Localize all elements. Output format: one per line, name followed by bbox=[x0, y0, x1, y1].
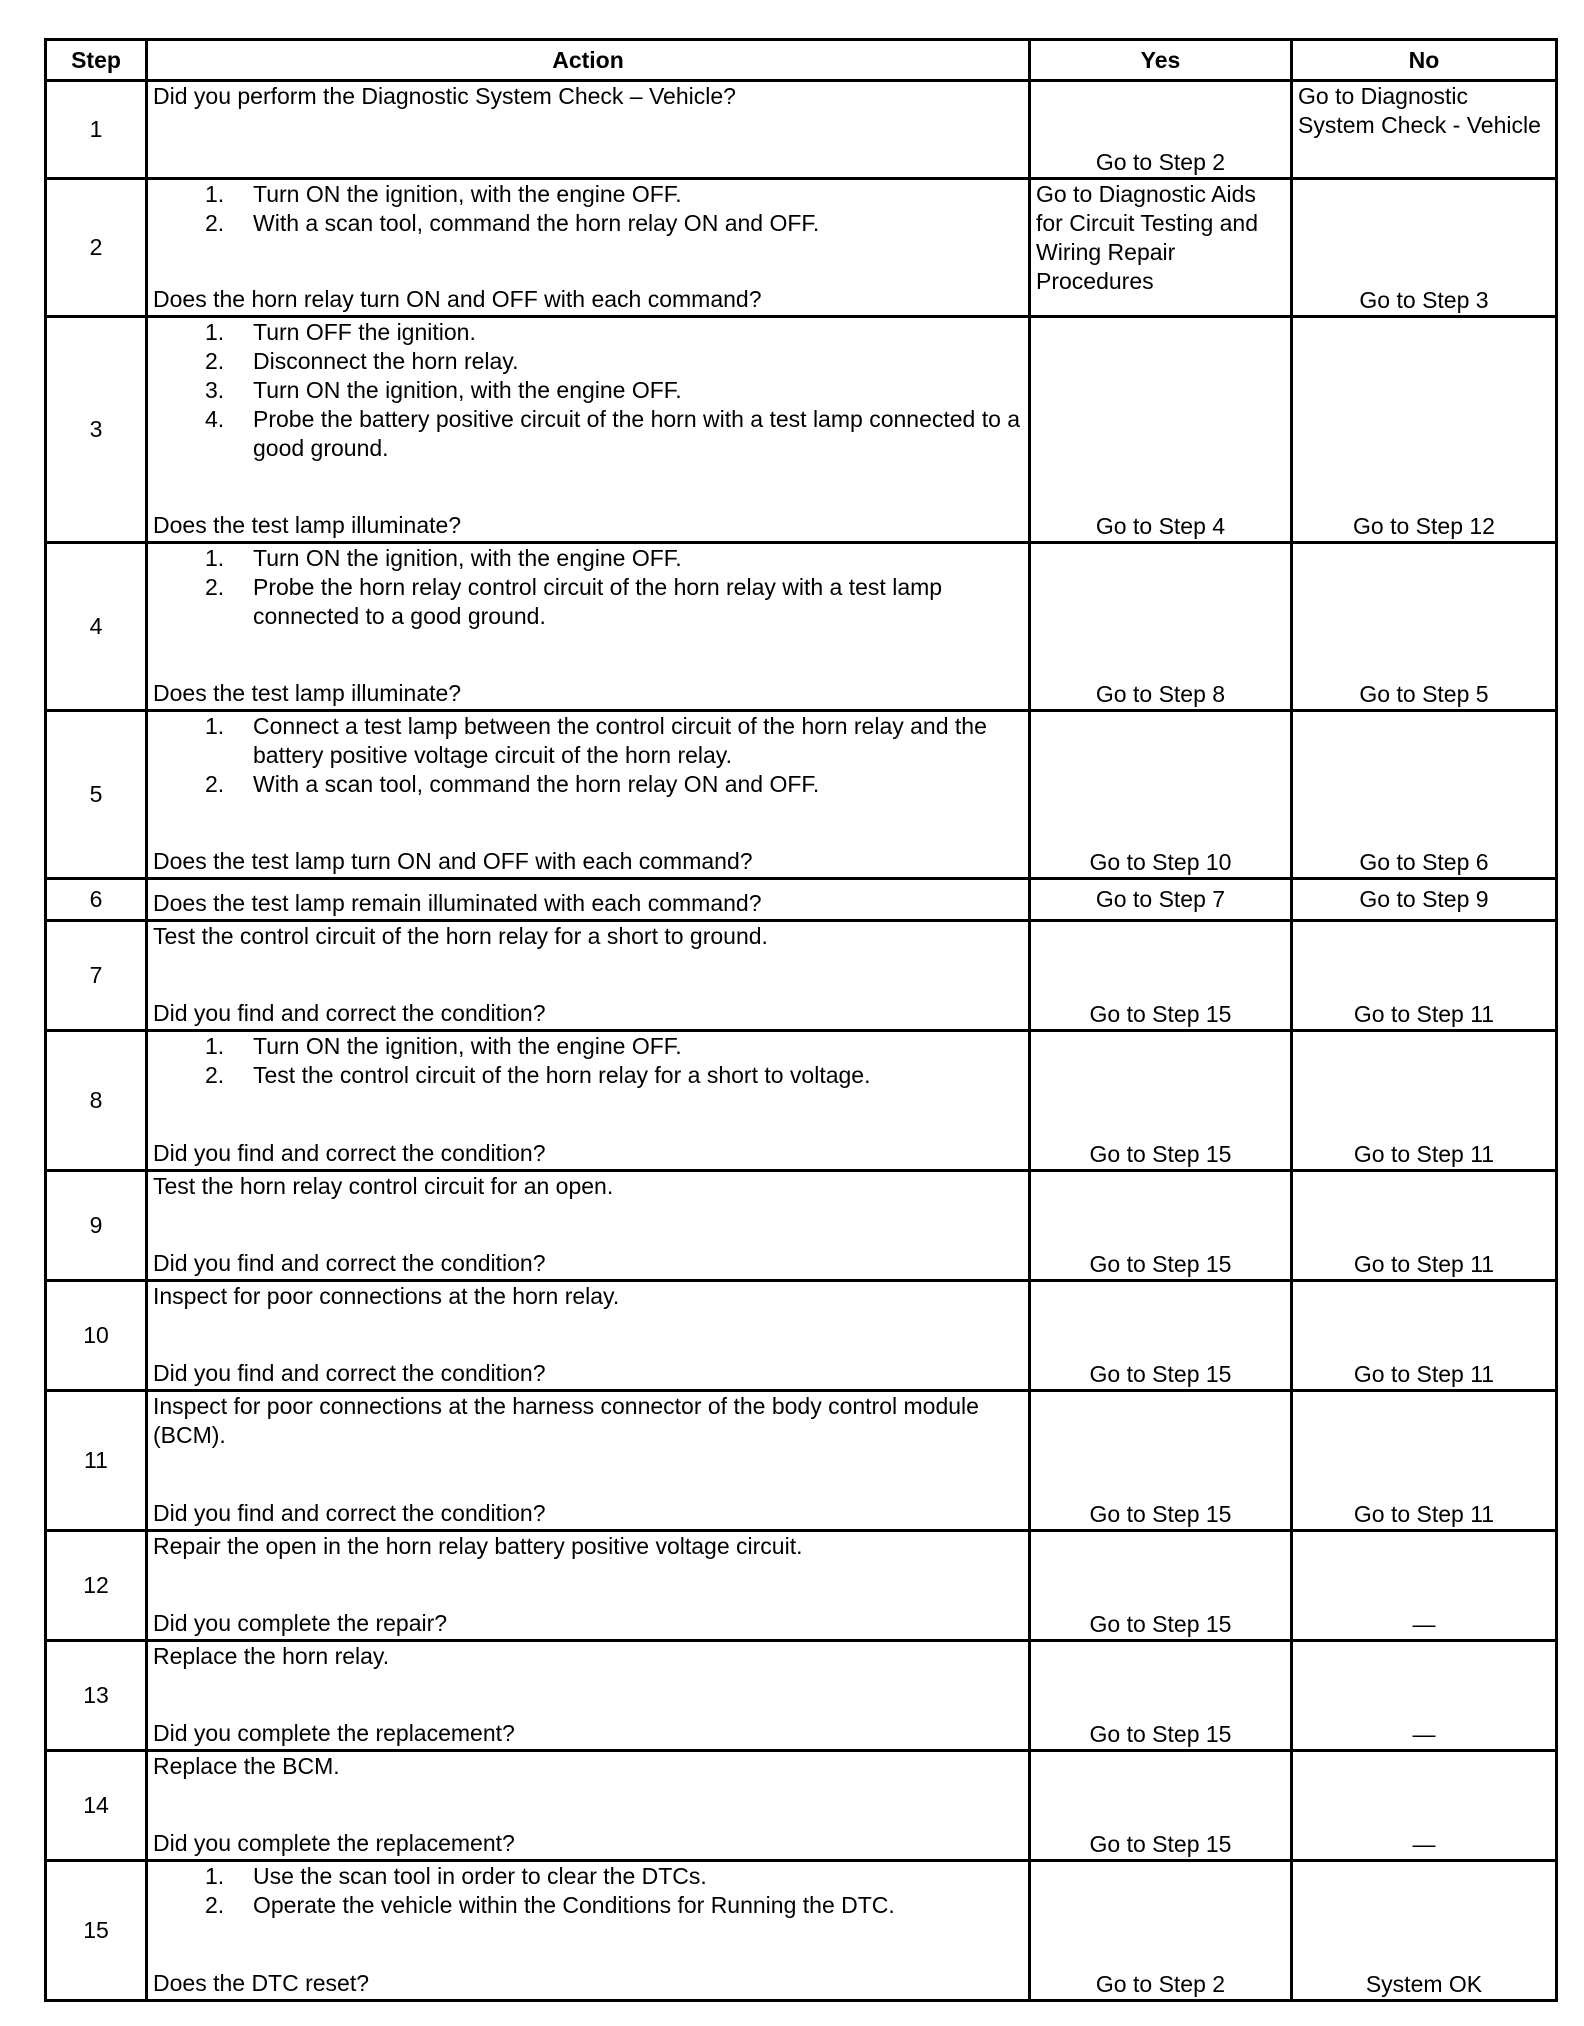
blank-line bbox=[153, 799, 1023, 828]
action-cell bbox=[147, 1031, 1030, 1171]
yes-result: Go to Diagnostic Aids for Circuit Testing and Wiring Repair Procedures bbox=[1030, 179, 1292, 317]
action-question: Did you find and correct the condition? bbox=[153, 1250, 546, 1276]
action-content bbox=[153, 1392, 1023, 1528]
substep-text: With a scan tool, command the horn relay ON and OFF. bbox=[253, 771, 820, 797]
no-result: Go to Step 11 bbox=[1292, 1391, 1557, 1531]
step-number: 14 bbox=[46, 1751, 147, 1861]
substep-number: 1. bbox=[205, 181, 225, 207]
substep-text: Test the control circuit of the horn relay for a short to voltage. bbox=[253, 1062, 871, 1088]
table-row bbox=[46, 1281, 1557, 1391]
substep-number: 1. bbox=[205, 319, 225, 345]
blank-line bbox=[153, 1311, 1023, 1340]
step-number: 7 bbox=[46, 921, 147, 1031]
step-number: 5 bbox=[46, 711, 147, 879]
no-result: Go to Step 6 bbox=[1292, 711, 1557, 879]
table-row bbox=[46, 1641, 1557, 1751]
action-cell bbox=[147, 1751, 1030, 1861]
no-result: Go to Step 11 bbox=[1292, 1171, 1557, 1281]
substep bbox=[153, 180, 1023, 209]
action-instructions bbox=[153, 1032, 1023, 1119]
action-cell bbox=[147, 1391, 1030, 1531]
action-question: Does the horn relay turn ON and OFF with each command? bbox=[153, 286, 762, 312]
substep bbox=[153, 573, 1023, 631]
yes-result: Go to Step 15 bbox=[1030, 1531, 1292, 1641]
action-cell bbox=[147, 179, 1030, 317]
no-result: — bbox=[1292, 1641, 1557, 1751]
yes-result: Go to Step 15 bbox=[1030, 1391, 1292, 1531]
action-question: Did you complete the repair? bbox=[153, 1610, 448, 1636]
substep bbox=[153, 1061, 1023, 1090]
action-content bbox=[153, 1282, 1023, 1388]
step-number: 15 bbox=[46, 1861, 147, 2001]
action-question: Did you find and correct the condition? bbox=[153, 1000, 546, 1026]
substep-text: Turn ON the ignition, with the engine OFF. bbox=[253, 545, 682, 571]
substep-text: Connect a test lamp between the control circuit of the horn relay and the battery positive voltage circuit of the horn relay. bbox=[253, 713, 987, 768]
diagnostic-table bbox=[44, 38, 1558, 2002]
no-result: Go to Step 9 bbox=[1292, 879, 1557, 921]
table-row bbox=[46, 1031, 1557, 1171]
substep bbox=[153, 1862, 1023, 1891]
action-question: Does the test lamp turn ON and OFF with each command? bbox=[153, 848, 753, 874]
yes-result: Go to Step 15 bbox=[1030, 1171, 1292, 1281]
substep bbox=[153, 1891, 1023, 1920]
action-content bbox=[153, 712, 1023, 876]
substep-text: Operate the vehicle within the Conditions for Running the DTC. bbox=[253, 1892, 895, 1918]
table-row bbox=[46, 317, 1557, 543]
action-content bbox=[153, 1032, 1023, 1168]
no-result: Go to Step 11 bbox=[1292, 1281, 1557, 1391]
action-cell bbox=[147, 1281, 1030, 1391]
header-step: Step bbox=[46, 40, 147, 81]
action-question: Does the test lamp remain illuminated with each command? bbox=[153, 890, 762, 916]
substep bbox=[153, 770, 1023, 799]
table-row bbox=[46, 1391, 1557, 1531]
blank-line bbox=[153, 1450, 1023, 1479]
blank-line bbox=[153, 951, 1023, 980]
substep-list bbox=[153, 318, 1023, 463]
action-cell bbox=[147, 1531, 1030, 1641]
header-action: Action bbox=[147, 40, 1030, 81]
no-result: Go to Step 11 bbox=[1292, 1031, 1557, 1171]
action-text: Inspect for poor connections at the horn relay. bbox=[153, 1283, 620, 1309]
header-no: No bbox=[1292, 40, 1557, 81]
substep bbox=[153, 376, 1023, 405]
table-row bbox=[46, 1751, 1557, 1861]
no-result: Go to Step 5 bbox=[1292, 543, 1557, 711]
no-result: Go to Diagnostic System Check - Vehicle bbox=[1292, 81, 1557, 179]
table-row bbox=[46, 879, 1557, 921]
table-row bbox=[46, 81, 1557, 179]
action-instructions bbox=[153, 1862, 1023, 1949]
table-row bbox=[46, 1171, 1557, 1281]
substep-text: Turn ON the ignition, with the engine OFF. bbox=[253, 181, 682, 207]
action-content bbox=[153, 922, 1023, 1028]
substep-number: 2. bbox=[205, 771, 225, 797]
substep-list bbox=[153, 1862, 1023, 1920]
substep-number: 1. bbox=[205, 713, 225, 739]
table-row bbox=[46, 1531, 1557, 1641]
step-number: 1 bbox=[46, 81, 147, 179]
blank-line bbox=[153, 238, 1023, 267]
action-content bbox=[153, 1752, 1023, 1858]
step-number: 8 bbox=[46, 1031, 147, 1171]
step-number: 10 bbox=[46, 1281, 147, 1391]
yes-result: Go to Step 2 bbox=[1030, 1861, 1292, 2001]
substep-number: 4. bbox=[205, 406, 225, 432]
substep bbox=[153, 1032, 1023, 1061]
action-text: Test the control circuit of the horn relay for a short to ground. bbox=[153, 923, 768, 949]
action-content bbox=[153, 82, 1023, 176]
step-number: 4 bbox=[46, 543, 147, 711]
substep-number: 3. bbox=[205, 377, 225, 403]
action-content bbox=[153, 1862, 1023, 1998]
no-result: System OK bbox=[1292, 1861, 1557, 2001]
action-instructions bbox=[153, 1282, 1023, 1340]
table-row bbox=[46, 179, 1557, 317]
yes-result: Go to Step 8 bbox=[1030, 543, 1292, 711]
no-result: — bbox=[1292, 1751, 1557, 1861]
substep-list bbox=[153, 1032, 1023, 1090]
yes-result: Go to Step 10 bbox=[1030, 711, 1292, 879]
action-instructions bbox=[153, 544, 1023, 660]
action-question: Did you find and correct the condition? bbox=[153, 1360, 546, 1386]
action-cell bbox=[147, 1171, 1030, 1281]
table-row bbox=[46, 711, 1557, 879]
substep bbox=[153, 712, 1023, 770]
table-row bbox=[46, 543, 1557, 711]
action-instructions bbox=[153, 1172, 1023, 1230]
substep-text: Turn ON the ignition, with the engine OFF. bbox=[253, 377, 682, 403]
step-number: 12 bbox=[46, 1531, 147, 1641]
substep-number: 1. bbox=[205, 1863, 225, 1889]
action-content bbox=[153, 1172, 1023, 1278]
yes-result: Go to Step 15 bbox=[1030, 1281, 1292, 1391]
action-cell bbox=[147, 1861, 1030, 2001]
yes-result: Go to Step 2 bbox=[1030, 81, 1292, 179]
blank-line bbox=[153, 631, 1023, 660]
action-content bbox=[153, 180, 1023, 314]
table-row bbox=[46, 921, 1557, 1031]
action-instructions bbox=[153, 1392, 1023, 1479]
substep-list bbox=[153, 180, 1023, 238]
substep-number: 2. bbox=[205, 348, 225, 374]
substep bbox=[153, 209, 1023, 238]
action-text: Replace the BCM. bbox=[153, 1753, 340, 1779]
substep-text: Disconnect the horn relay. bbox=[253, 348, 519, 374]
action-question: Does the test lamp illuminate? bbox=[153, 680, 462, 706]
substep-number: 2. bbox=[205, 1892, 225, 1918]
step-number: 9 bbox=[46, 1171, 147, 1281]
action-instructions bbox=[153, 712, 1023, 828]
no-result: Go to Step 3 bbox=[1292, 179, 1557, 317]
substep-number: 1. bbox=[205, 545, 225, 571]
action-question: Does the test lamp illuminate? bbox=[153, 512, 462, 538]
action-content bbox=[153, 880, 1023, 918]
substep-list bbox=[153, 544, 1023, 631]
action-question: Did you complete the replacement? bbox=[153, 1720, 515, 1746]
action-cell bbox=[147, 81, 1030, 179]
substep-text: Turn OFF the ignition. bbox=[253, 319, 476, 345]
action-content bbox=[153, 1532, 1023, 1638]
yes-result: Go to Step 15 bbox=[1030, 1751, 1292, 1861]
substep bbox=[153, 347, 1023, 376]
action-cell bbox=[147, 543, 1030, 711]
blank-line bbox=[153, 1781, 1023, 1810]
substep bbox=[153, 405, 1023, 463]
substep-text: Probe the horn relay control circuit of the horn relay with a test lamp connected to a good ground. bbox=[253, 574, 943, 629]
substep bbox=[153, 544, 1023, 573]
action-question: Did you find and correct the condition? bbox=[153, 1140, 546, 1166]
action-instructions bbox=[153, 180, 1023, 267]
substep-number: 2. bbox=[205, 210, 225, 236]
action-text: Did you perform the Diagnostic System Check – Vehicle? bbox=[153, 83, 736, 109]
no-result: — bbox=[1292, 1531, 1557, 1641]
no-result: Go to Step 11 bbox=[1292, 921, 1557, 1031]
step-number: 13 bbox=[46, 1641, 147, 1751]
step-number: 6 bbox=[46, 879, 147, 921]
yes-result: Go to Step 15 bbox=[1030, 1031, 1292, 1171]
action-text: Inspect for poor connections at the harness connector of the body control module (BCM). bbox=[153, 1393, 979, 1448]
action-cell bbox=[147, 711, 1030, 879]
action-cell bbox=[147, 921, 1030, 1031]
substep-number: 2. bbox=[205, 1062, 225, 1088]
blank-line bbox=[153, 1920, 1023, 1949]
blank-line bbox=[153, 1561, 1023, 1590]
yes-result: Go to Step 15 bbox=[1030, 921, 1292, 1031]
action-content bbox=[153, 544, 1023, 708]
action-content bbox=[153, 318, 1023, 540]
substep-number: 2. bbox=[205, 574, 225, 600]
substep-text: With a scan tool, command the horn relay ON and OFF. bbox=[253, 210, 820, 236]
action-cell bbox=[147, 879, 1030, 921]
table-row bbox=[46, 1861, 1557, 2001]
step-number: 11 bbox=[46, 1391, 147, 1531]
action-cell bbox=[147, 1641, 1030, 1751]
substep-text: Probe the battery positive circuit of the horn with a test lamp connected to a good ground. bbox=[253, 406, 1021, 461]
action-text: Replace the horn relay. bbox=[153, 1643, 390, 1669]
action-text: Repair the open in the horn relay battery positive voltage circuit. bbox=[153, 1533, 803, 1559]
action-instructions bbox=[153, 1752, 1023, 1810]
yes-result: Go to Step 7 bbox=[1030, 879, 1292, 921]
substep-text: Turn ON the ignition, with the engine OFF. bbox=[253, 1033, 682, 1059]
header-row bbox=[46, 40, 1557, 81]
action-question: Did you find and correct the condition? bbox=[153, 1500, 546, 1526]
substep-number: 1. bbox=[205, 1033, 225, 1059]
header-yes: Yes bbox=[1030, 40, 1292, 81]
step-number: 2 bbox=[46, 179, 147, 317]
action-text: Test the horn relay control circuit for an open. bbox=[153, 1173, 614, 1199]
action-instructions bbox=[153, 318, 1023, 492]
action-cell bbox=[147, 317, 1030, 543]
action-instructions bbox=[153, 922, 1023, 980]
action-question: Did you complete the replacement? bbox=[153, 1830, 515, 1856]
blank-line bbox=[153, 1090, 1023, 1119]
step-number: 3 bbox=[46, 317, 147, 543]
substep bbox=[153, 318, 1023, 347]
action-content bbox=[153, 1642, 1023, 1748]
substep-text: Use the scan tool in order to clear the DTCs. bbox=[253, 1863, 707, 1889]
blank-line bbox=[153, 1201, 1023, 1230]
blank-line bbox=[153, 1671, 1023, 1700]
table-body bbox=[46, 81, 1557, 2001]
yes-result: Go to Step 4 bbox=[1030, 317, 1292, 543]
action-instructions bbox=[153, 1642, 1023, 1700]
blank-line bbox=[153, 463, 1023, 492]
action-question: Does the DTC reset? bbox=[153, 1970, 370, 1996]
action-instructions bbox=[153, 1532, 1023, 1590]
substep-list bbox=[153, 712, 1023, 799]
action-instructions bbox=[153, 82, 1023, 111]
yes-result: Go to Step 15 bbox=[1030, 1641, 1292, 1751]
no-result: Go to Step 12 bbox=[1292, 317, 1557, 543]
